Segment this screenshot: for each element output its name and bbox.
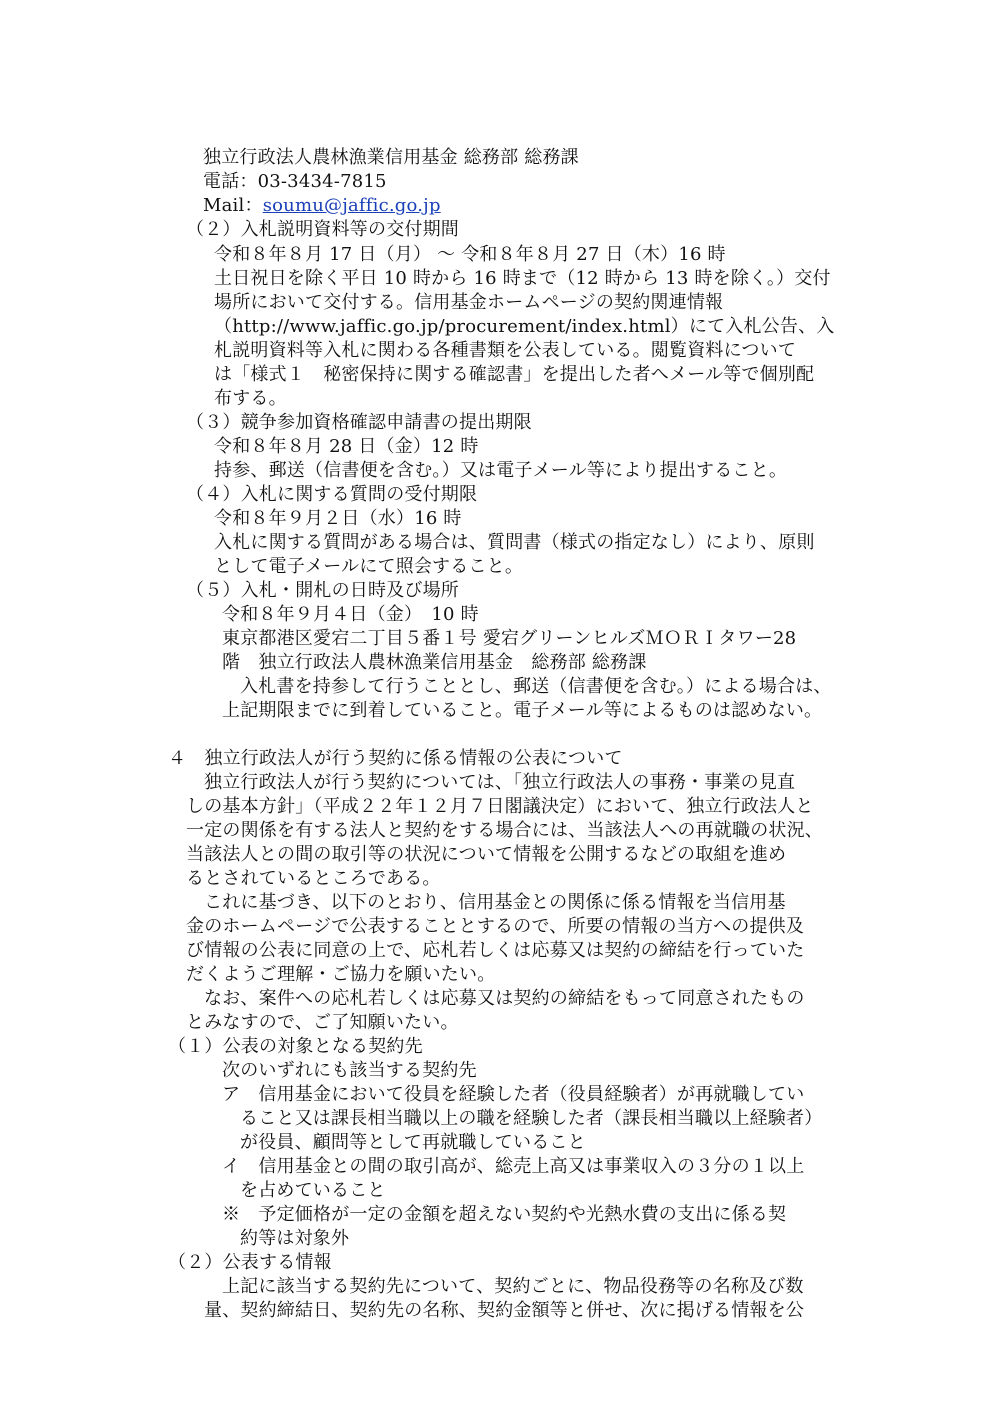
sub2-line: 上記に該当する契約先について、契約ごとに、物品役務等の名称及び数: [222, 1276, 804, 1297]
sub1-a-line: ること又は課長相当職以上の職を経験した者（課長相当職以上経験者）: [240, 1108, 823, 1129]
sub1-i-line: を占めていること: [240, 1180, 386, 1201]
item3-line: 令和８年８月 28 日（金）12 時: [214, 436, 479, 457]
item5-line: 東京都港区愛宕二丁目５番１号 愛宕グリーンヒルズＭＯＲＩタワー28: [222, 628, 797, 649]
item2-line: 場所において交付する。信用基金ホームページの契約関連情報: [214, 292, 724, 313]
section4-para1-line: 一定の関係を有する法人と契約をする場合には、当該法人への再就職の状況、: [186, 820, 823, 841]
item2-line: 札説明資料等入札に関わる各種書類を公表している。閲覧資料について: [214, 340, 797, 361]
sub1-intro: 次のいずれにも該当する契約先: [222, 1060, 477, 1081]
section4-heading: ４ 独立行政法人が行う契約に係る情報の公表について: [168, 748, 623, 769]
item2-line: 土日祝日を除く平日 10 時から 16 時まで（12 時から 13 時を除く。）交付: [214, 268, 831, 289]
sub1-i-line: イ 信用基金との間の取引高が、総売上高又は事業収入の３分の１以上: [222, 1156, 805, 1177]
section4-para3-line: なお、案件への応札若しくは応募又は契約の締結をもって同意されたもの: [204, 988, 805, 1009]
section4-para1-line: 独立行政法人が行う契約については、「独立行政法人の事務・事業の見直: [204, 772, 796, 793]
item4-heading: （４）入札に関する質問の受付期限: [186, 484, 478, 505]
sub2-line: 量、契約締結日、契約先の名称、契約金額等と併せ、次に掲げる情報を公: [204, 1300, 805, 1321]
contact-org: 独立行政法人農林漁業信用基金 総務部 総務課: [203, 147, 579, 168]
section4-para2-line: び情報の公表に同意の上で、応札若しくは応募又は契約の締結を行っていた: [186, 940, 805, 961]
section4-para1-line: るとされているところである。: [186, 868, 441, 889]
sub1-a-line: が役員、顧問等として再就職していること: [240, 1132, 586, 1153]
item2-line: 布する。: [214, 388, 287, 409]
sub1-a-line: ア 信用基金において役員を経験した者（役員経験者）が再就職してい: [222, 1084, 805, 1105]
sub1-note-line: ※ 予定価格が一定の金額を超えない契約や光熱水費の支出に係る契: [222, 1204, 787, 1225]
item4-line: 令和８年９月２日（水）16 時: [214, 508, 462, 529]
section4-para1-line: 当該法人との間の取引等の状況について情報を公開するなどの取組を進め: [186, 844, 787, 865]
item4-line: 入札に関する質問がある場合は、質問書（様式の指定なし）により、原則: [214, 532, 815, 553]
item2-heading: （２）入札説明資料等の交付期間: [186, 219, 459, 240]
section4-para2-line: これに基づき、以下のとおり、信用基金との関係に係る情報を当信用基: [204, 892, 786, 913]
sub1-note-line: 約等は対象外: [240, 1228, 350, 1249]
item5-line: 上記期限までに到着していること。電子メール等によるものは認めない。: [222, 700, 823, 721]
item3-line: 持参、郵送（信書便を含む。）又は電子メール等により提出すること。: [214, 460, 788, 481]
contact-mail: [203, 194, 441, 218]
item5-line: 入札書を持参して行うこととし、郵送（信書便を含む。）による場合は、: [240, 676, 832, 697]
contact-mail-link[interactable]: soumu@jaffic.go.jp: [262, 195, 441, 216]
contact-phone: 電話：03-3434-7815: [203, 171, 387, 192]
contact-mail-label: Mail：: [203, 195, 263, 216]
section4-para2-line: だくようご理解・ご協力を願いたい。: [186, 964, 496, 985]
section4-para2-line: 金のホームページで公表することとするので、所要の情報の当方への提供及: [186, 916, 805, 937]
item3-heading: （３）競争参加資格確認申請書の提出期限: [186, 412, 532, 433]
item4-line: として電子メールにて照会すること。: [214, 556, 524, 577]
section4-para3-line: とみなすので、ご了知願いたい。: [186, 1012, 459, 1033]
item5-heading: （５）入札・開札の日時及び場所: [186, 580, 459, 601]
item5-line: 階 独立行政法人農林漁業信用基金 総務部 総務課: [222, 652, 647, 673]
item2-line: （http://www.jaffic.go.jp/procurement/index.html）にて入札公告、入: [214, 316, 835, 337]
sub1-heading: （１）公表の対象となる契約先: [168, 1036, 423, 1057]
item2-line: 令和８年８月 17 日（月） ～ 令和８年８月 27 日（木）16 時: [214, 244, 726, 265]
item2-line: は「様式１ 秘密保持に関する確認書」を提出した者へメール等で個別配: [214, 364, 815, 385]
section4-para1-line: しの基本方針」（平成２２年１２月７日閣議決定）において、独立行政法人と: [186, 796, 814, 817]
sub2-heading: （２）公表する情報: [168, 1252, 332, 1273]
item5-line: 令和８年９月４日（金） 10 時: [222, 604, 479, 625]
